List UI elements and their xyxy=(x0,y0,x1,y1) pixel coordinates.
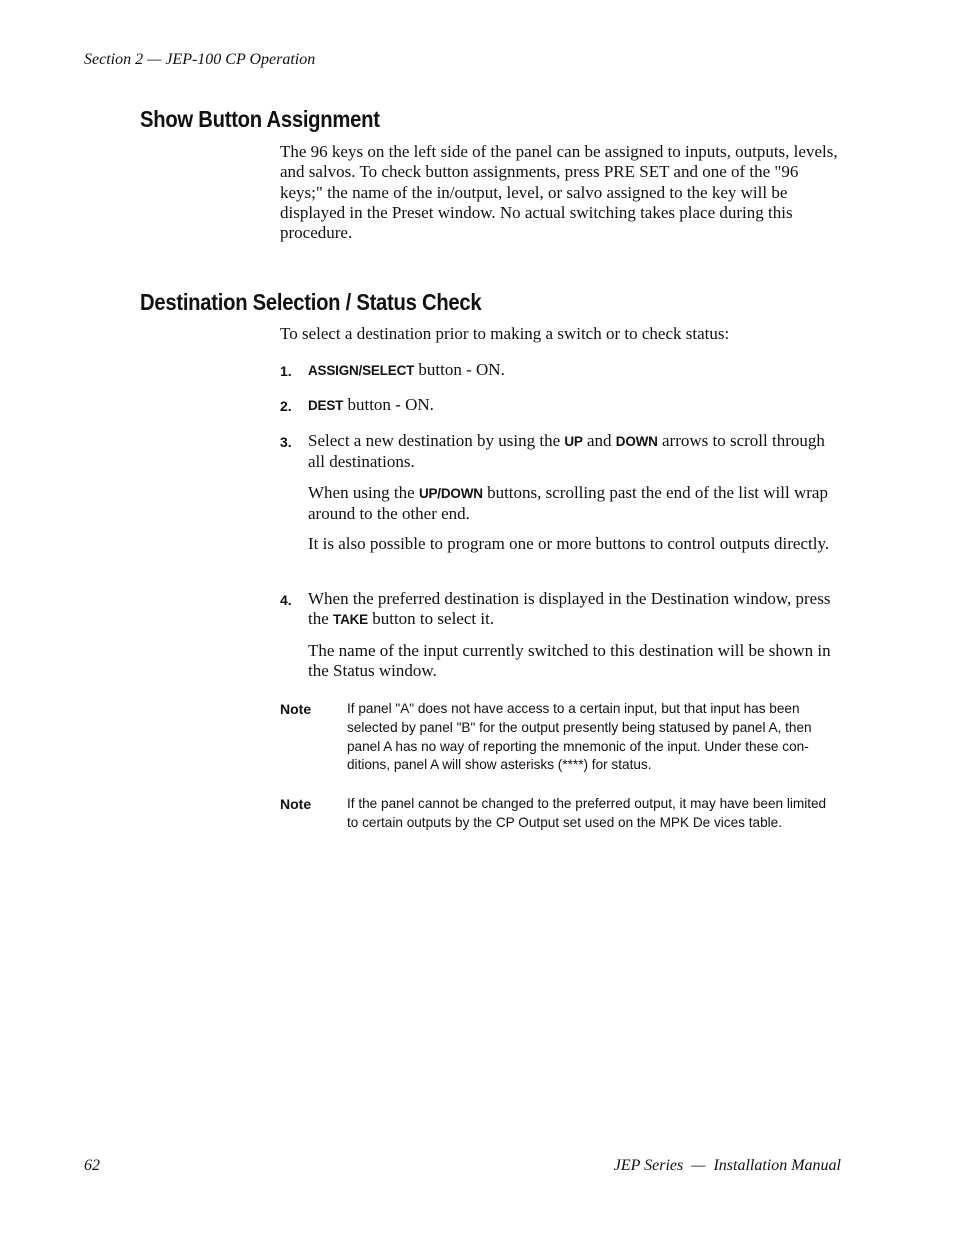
note-label: Note xyxy=(280,796,312,812)
step-2-text xyxy=(308,395,840,416)
step-number: 3. xyxy=(280,434,292,450)
section-heading-destination-selection: Destination Selection / Status Check xyxy=(140,289,482,315)
running-footer: JEP Series — Installation Manual xyxy=(613,1157,841,1174)
step-3 xyxy=(280,431,840,564)
step-3-pre: Select a new destination by using the xyxy=(308,431,565,450)
step-4-text xyxy=(308,589,840,631)
step-3-paragraph-2 xyxy=(308,483,840,525)
running-header: Section 2 — JEP-100 CP Operation xyxy=(84,51,316,68)
keyword-down: DOWN xyxy=(615,434,658,449)
step-3-text xyxy=(308,431,840,473)
note-2 xyxy=(280,795,840,833)
step-4-post: button to select it. xyxy=(367,609,495,629)
note-2-text: If the panel cannot be changed to the preferred output, it may have been limited to certain outputs by the CP Output set used on the MPK De vices table. xyxy=(347,796,827,830)
note-1-text: If panel "A" does not have access to a certain input, but that input has been selected by panel "B" for the output presently being statused by panel A, then panel A has no way of reporting the mnemonic of the input. Under these con-ditions, panel A will show asterisks (****) for status. xyxy=(347,701,812,773)
step-4-pre: When the preferred destination is displayed in the Destination window, press the xyxy=(308,589,831,629)
show-button-paragraph: The 96 keys on the left side of the panel can be assigned to inputs, outputs, levels, and salvos. To check button assignments, press PRE SET and one of the "96 keys;" the name of the in/output, level, or salvo assigned to the key will be displayed in the Preset window. No actual switching takes place during this procedure. xyxy=(280,142,838,243)
step-3-post: arrows to scroll through all destinations. xyxy=(308,431,825,472)
step-1-rest: button - ON. xyxy=(414,360,505,379)
step-number: 2. xyxy=(280,398,292,414)
step-3-paragraph-3: It is also possible to program one or more buttons to control outputs directly. xyxy=(308,534,830,554)
keyword-dest: DEST xyxy=(308,398,344,413)
note-1 xyxy=(280,700,840,775)
keyword-assign-select: ASSIGN/SELECT xyxy=(308,363,415,378)
step-3-mid: and xyxy=(582,431,616,450)
step-number: 4. xyxy=(280,592,292,608)
step-number: 1. xyxy=(280,363,292,379)
destination-intro-paragraph: To select a destination prior to making a switch or to check status: xyxy=(280,324,730,343)
page-number: 62 xyxy=(84,1157,100,1174)
step-1-text xyxy=(308,360,840,381)
step-2 xyxy=(280,395,840,426)
step-2-rest: button - ON. xyxy=(343,395,434,414)
note-label: Note xyxy=(280,701,312,717)
step-3-p2-pre: When using the xyxy=(308,482,419,502)
keyword-up: UP xyxy=(564,434,583,449)
step-3-p2-post: buttons, scrolling past the end of the list will wrap around to the other end. xyxy=(308,482,828,523)
keyword-take: TAKE xyxy=(333,612,368,628)
section-heading-show-button-assignment: Show Button Assignment xyxy=(140,106,380,132)
keyword-up-down: UP/DOWN xyxy=(418,485,483,501)
step-1 xyxy=(280,360,840,391)
step-4 xyxy=(280,589,840,691)
step-4-paragraph-2: The name of the input currently switched to this destination will be shown in the Status window. xyxy=(308,640,831,680)
